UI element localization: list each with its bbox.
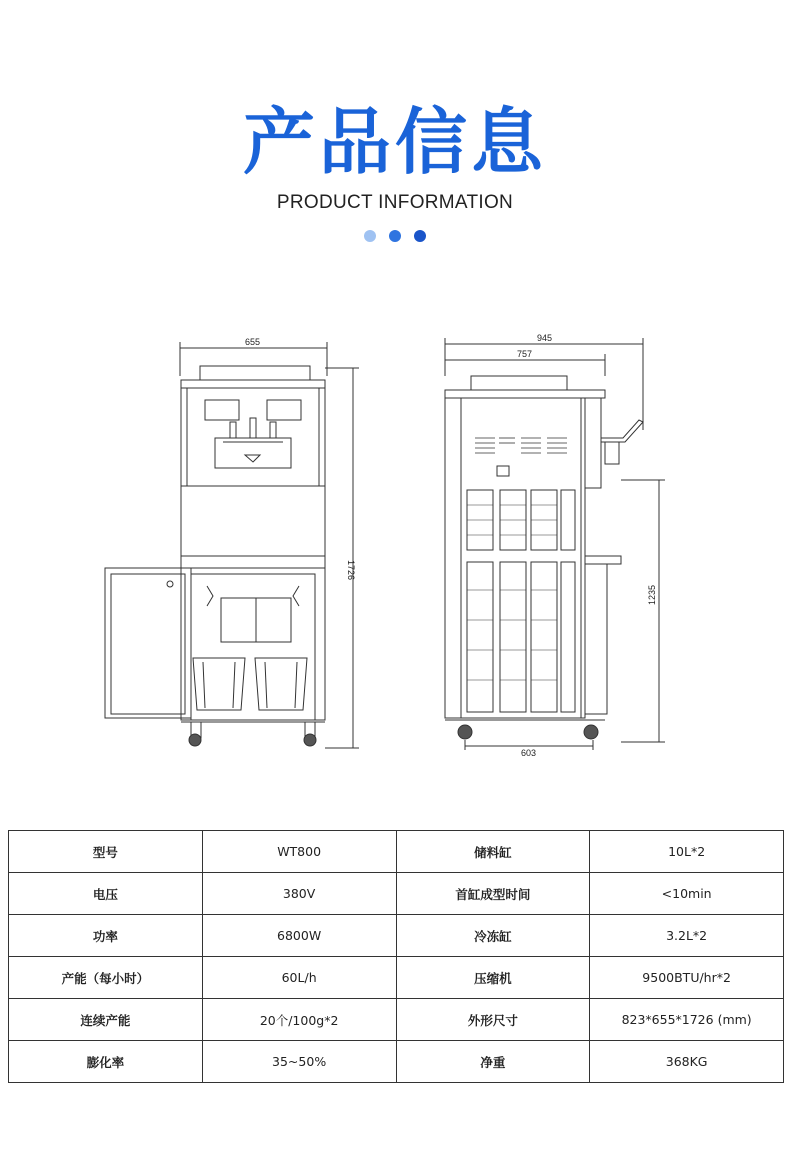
spec-key: 净重	[396, 1041, 590, 1083]
front-view-drawing	[105, 342, 359, 748]
spec-key: 首缸成型时间	[396, 873, 590, 915]
spec-value: 823*655*1726 (mm)	[590, 999, 784, 1041]
spec-table	[8, 830, 784, 1083]
spec-value: 60L/h	[202, 957, 396, 999]
spec-key: 储料缸	[396, 831, 590, 873]
spec-key: 膨化率	[9, 1041, 203, 1083]
spec-value: 3.2L*2	[590, 915, 784, 957]
side-depth-label: 757	[517, 349, 533, 359]
side-total-width-label: 945	[537, 333, 553, 343]
table-row	[9, 915, 784, 957]
spec-key: 功率	[9, 915, 203, 957]
page-subtitle: PRODUCT INFORMATION	[276, 192, 514, 213]
side-base-label: 603	[521, 748, 537, 758]
spec-key: 电压	[9, 873, 203, 915]
table-row	[9, 873, 784, 915]
dot-mid	[389, 230, 401, 242]
spec-value: 6800W	[202, 915, 396, 957]
side-view-drawing	[445, 338, 665, 750]
spec-key: 外形尺寸	[396, 999, 590, 1041]
spec-key: 产能（每小时）	[9, 957, 203, 999]
page-title: 产品信息	[242, 100, 547, 184]
table-row	[9, 831, 784, 873]
spec-key: 连续产能	[9, 999, 203, 1041]
spec-key: 型号	[9, 831, 203, 873]
spec-key: 冷冻缸	[396, 915, 590, 957]
dot-light	[364, 230, 376, 242]
spec-value: 9500BTU/hr*2	[590, 957, 784, 999]
table-row	[9, 1041, 784, 1083]
spec-value: <10min	[590, 873, 784, 915]
table-row	[9, 957, 784, 999]
front-height-label: 1726	[346, 560, 356, 581]
decorative-dots	[364, 230, 434, 242]
spec-value: 20个/100g*2	[202, 999, 396, 1041]
technical-drawings	[95, 330, 695, 770]
spec-value: 10L*2	[590, 831, 784, 873]
spec-value: 368KG	[590, 1041, 784, 1083]
side-counter-height-label: 1235	[647, 584, 657, 605]
spec-value: 380V	[202, 873, 396, 915]
front-width-label: 655	[245, 337, 261, 347]
table-row	[9, 999, 784, 1041]
spec-value: WT800	[202, 831, 396, 873]
spec-key: 压缩机	[396, 957, 590, 999]
spec-value: 35~50%	[202, 1041, 396, 1083]
dot-dark	[414, 230, 426, 242]
